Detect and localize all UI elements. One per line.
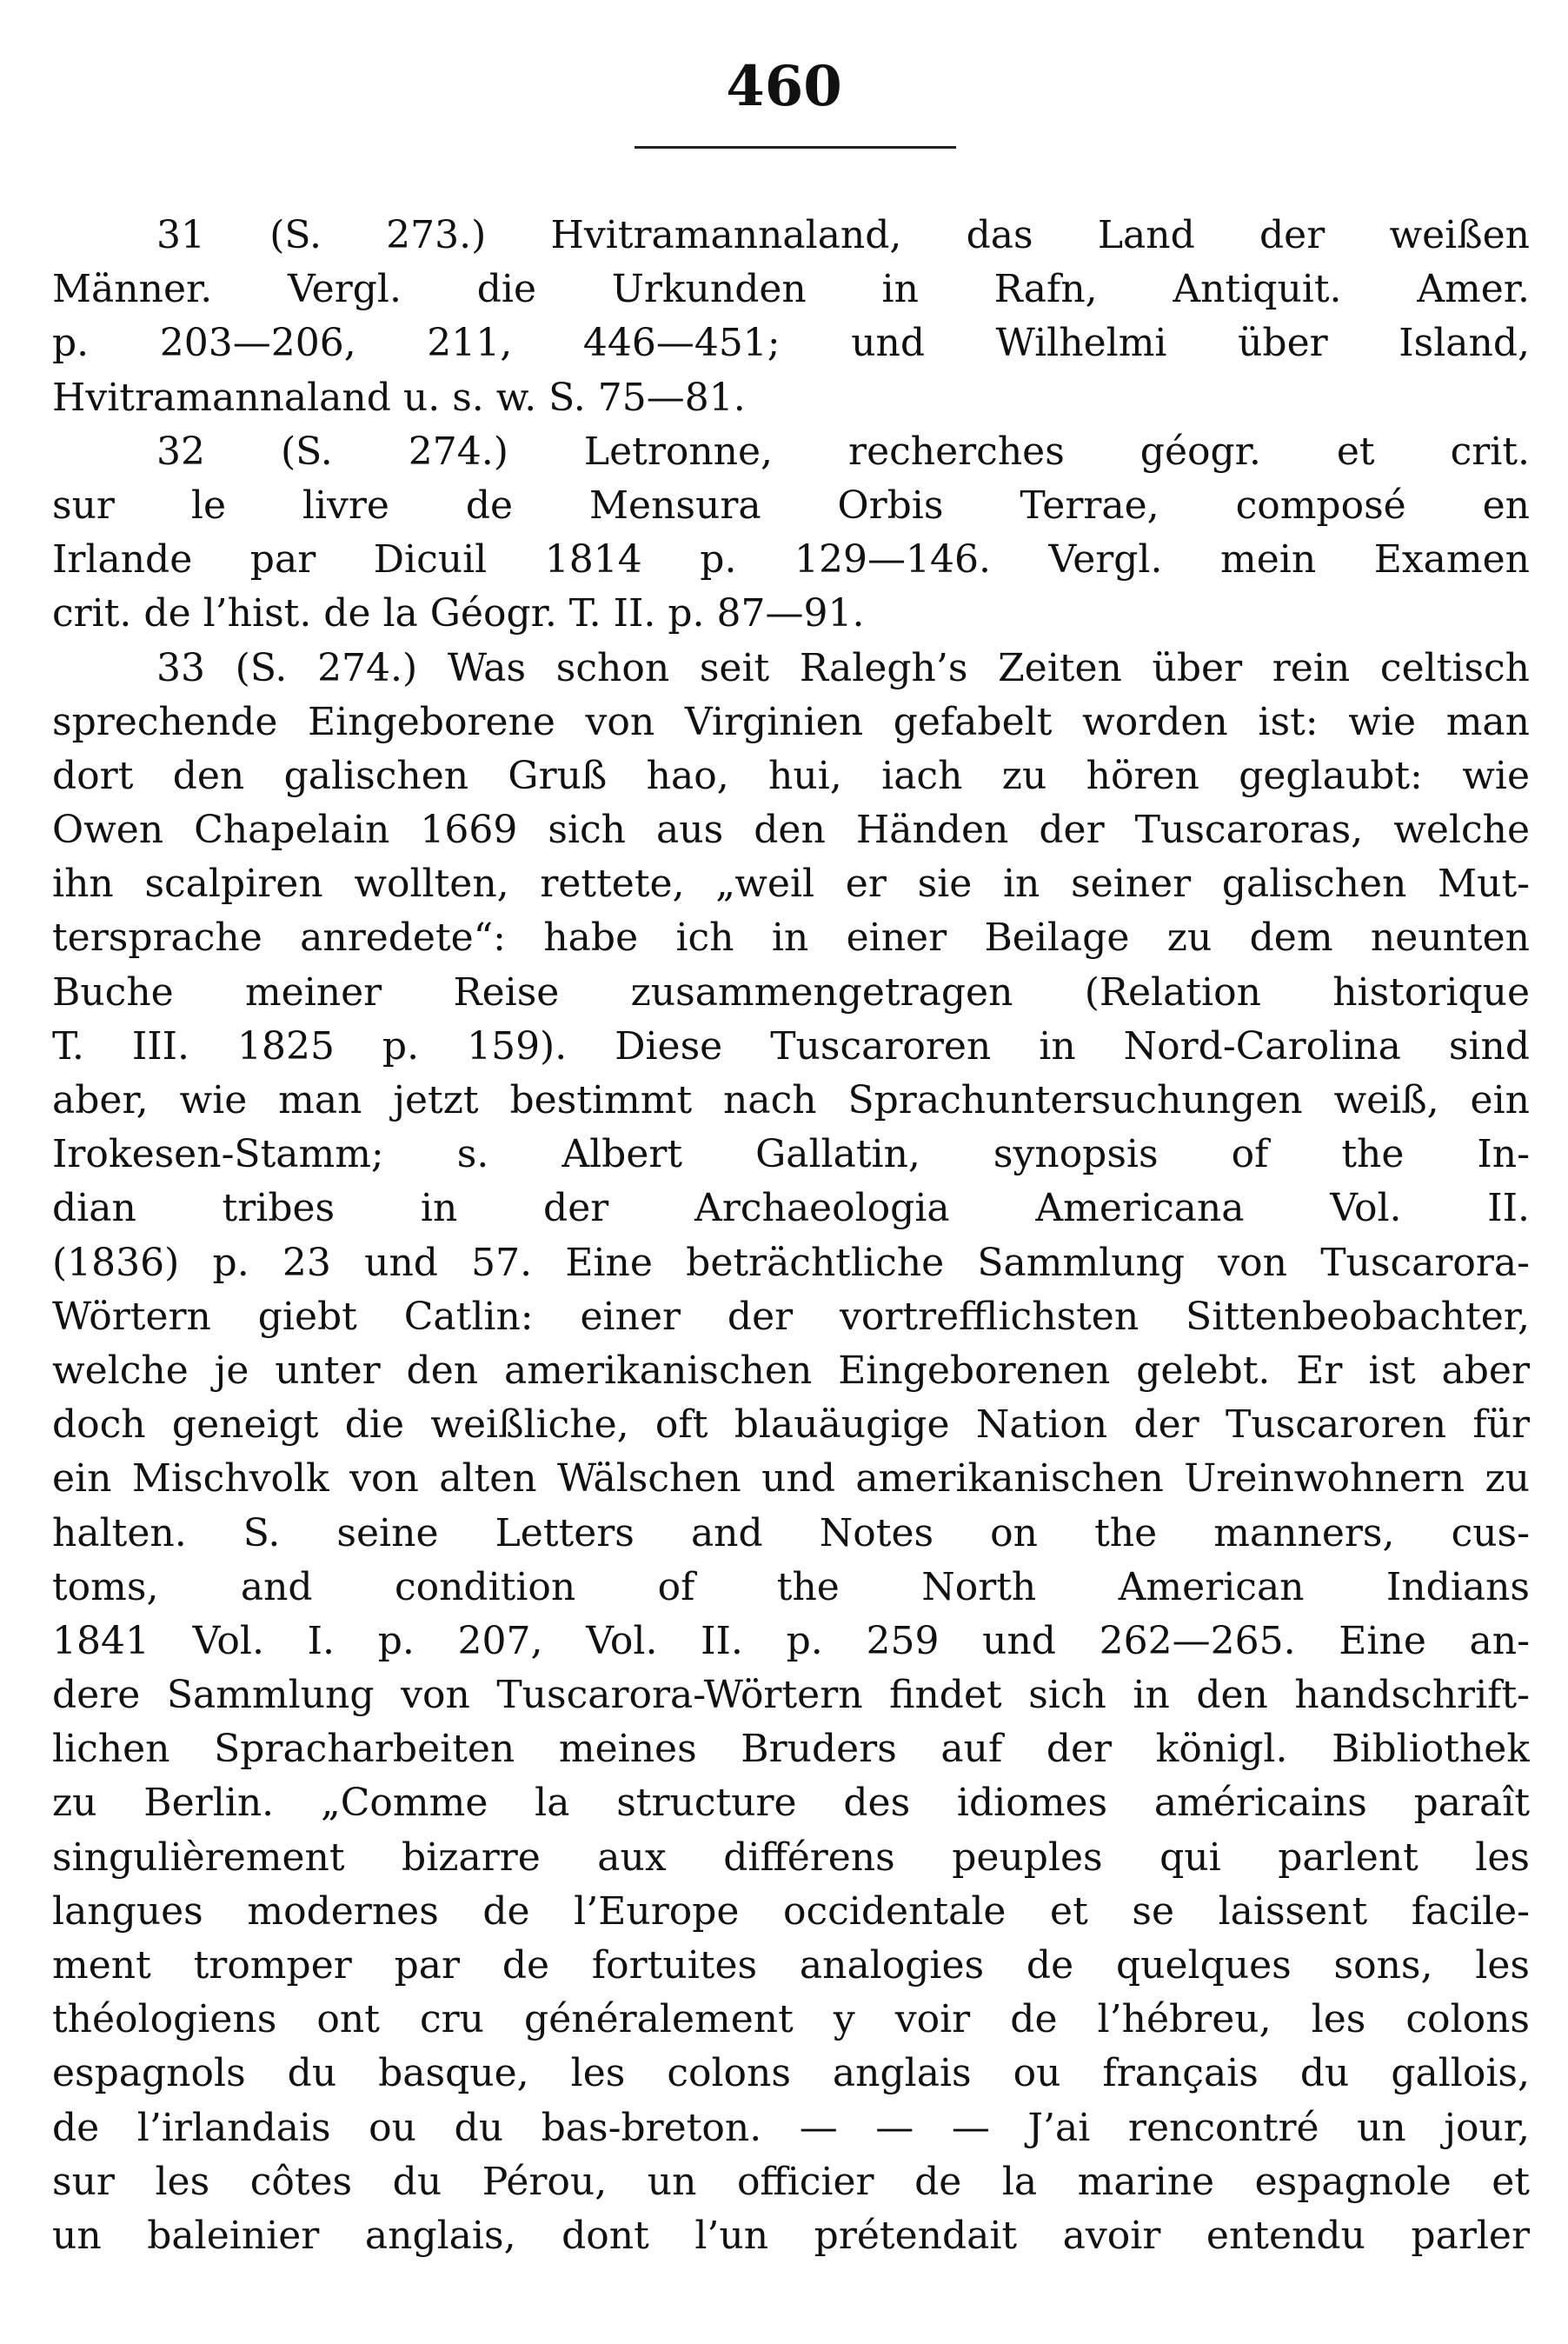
header-rule — [635, 146, 956, 149]
text-line: Wörtern giebt Catlin: einer der vortrefflichsten Sittenbeobachter, — [52, 1294, 1530, 1339]
text-line: Owen Chapelain 1669 sich aus den Händen der Tuscaroras, welche — [52, 808, 1530, 853]
text-line: dian tribes in der Archaeologia Americana Vol. II. — [52, 1186, 1530, 1231]
text-line: doch geneigt die weißliche, oft blauäugige Nation der Tuscaroren für — [52, 1402, 1530, 1448]
text-line: sur les côtes du Pérou, un officier de la marine espagnole et — [52, 2159, 1530, 2204]
text-line: théologiens ont cru généralement y voir de l’hébreu, les colons — [52, 1997, 1530, 2042]
text-line: aber, wie man jetzt bestimmt nach Sprachuntersuchungen weiß, ein — [52, 1078, 1530, 1122]
text-line: toms, and condition of the North American Indians — [52, 1564, 1530, 1609]
text-line: Hvitramannaland u. s. w. S. 75—81. — [52, 375, 746, 420]
text-line: langues modernes de l’Europe occidentale et se laissent facile- — [52, 1888, 1530, 1934]
text-line: sprechende Eingeborene von Virginien gefabelt worden ist: wie man — [52, 699, 1530, 744]
text-line: un baleinier anglais, dont l’un prétendait avoir entendu parler — [52, 2213, 1530, 2258]
text-line: Irlande par Dicuil 1814 p. 129—146. Vergl. mein Examen — [52, 537, 1530, 583]
text-line: p. 203—206, 211, 446—451; und Wilhelmi über Island, — [52, 321, 1530, 366]
text-line: T. III. 1825 p. 159). Diese Tuscaroren in Nord-Carolina sind — [52, 1023, 1530, 1069]
text-line: (1836) p. 23 und 57. Eine beträchtliche Sammlung von Tuscarora- — [52, 1240, 1530, 1285]
text-line: ment tromper par de fortuites analogies de quelques sons, les — [52, 1943, 1530, 1988]
page-number: 460 — [726, 54, 842, 119]
text-line: ein Mischvolk von alten Wälschen und amerikanischen Ureinwohnern zu — [52, 1456, 1530, 1502]
text-line: Irokesen-Stamm; s. Albert Gallatin, synopsis of the In- — [52, 1132, 1530, 1177]
text-line: dort den galischen Gruß hao, hui, iach zu hören geglaubt: wie — [52, 753, 1530, 798]
text-line: welche je unter den amerikanischen Eingeborenen gelebt. Er ist aber — [52, 1348, 1530, 1393]
text-line: halten. S. seine Letters and Notes on the manners, cus- — [52, 1510, 1530, 1555]
footnotes-text — [52, 209, 1530, 2263]
text-line: espagnols du basque, les colons anglais ou français du gallois, — [52, 2051, 1530, 2096]
text-line: dere Sammlung von Tuscarora-Wörtern findet sich in den handschrift- — [52, 1673, 1530, 1718]
text-line: sur le livre de Mensura Orbis Terrae, composé en — [52, 483, 1530, 528]
text-line: zu Berlin. „Comme la structure des idiomes américains paraît — [52, 1781, 1530, 1826]
text-line: lichen Spracharbeiten meines Bruders auf der königl. Bibliothek — [52, 1727, 1530, 1772]
text-line: 31 (S. 273.) Hvitramannaland, das Land der weißen — [156, 213, 1530, 257]
text-line: ihn scalpiren wollten, rettete, „weil er sie in seiner galischen Mut- — [52, 862, 1530, 907]
text-line: Männer. Vergl. die Urkunden in Rafn, Antiquit. Amer. — [52, 267, 1530, 312]
text-line: crit. de l’hist. de la Géogr. T. II. p. 87—91. — [52, 591, 865, 636]
text-line: 1841 Vol. I. p. 207, Vol. II. p. 259 und 262—265. Eine an- — [52, 1618, 1530, 1663]
text-line: tersprache anredete“: habe ich in einer Beilage zu dem neunten — [52, 916, 1530, 961]
text-line: 33 (S. 274.) Was schon seit Ralegh’s Zeiten über rein celtisch — [156, 645, 1530, 690]
text-line: 32 (S. 274.) Letronne, recherches géogr. et crit. — [156, 429, 1530, 474]
text-line: singulièrement bizarre aux différens peuples qui parlent les — [52, 1835, 1530, 1880]
text-line: de l’irlandais ou du bas-breton. — — — J’ai rencontré un jour, — [52, 2105, 1530, 2150]
text-line: Buche meiner Reise zusammengetragen (Relation historique — [52, 969, 1530, 1015]
